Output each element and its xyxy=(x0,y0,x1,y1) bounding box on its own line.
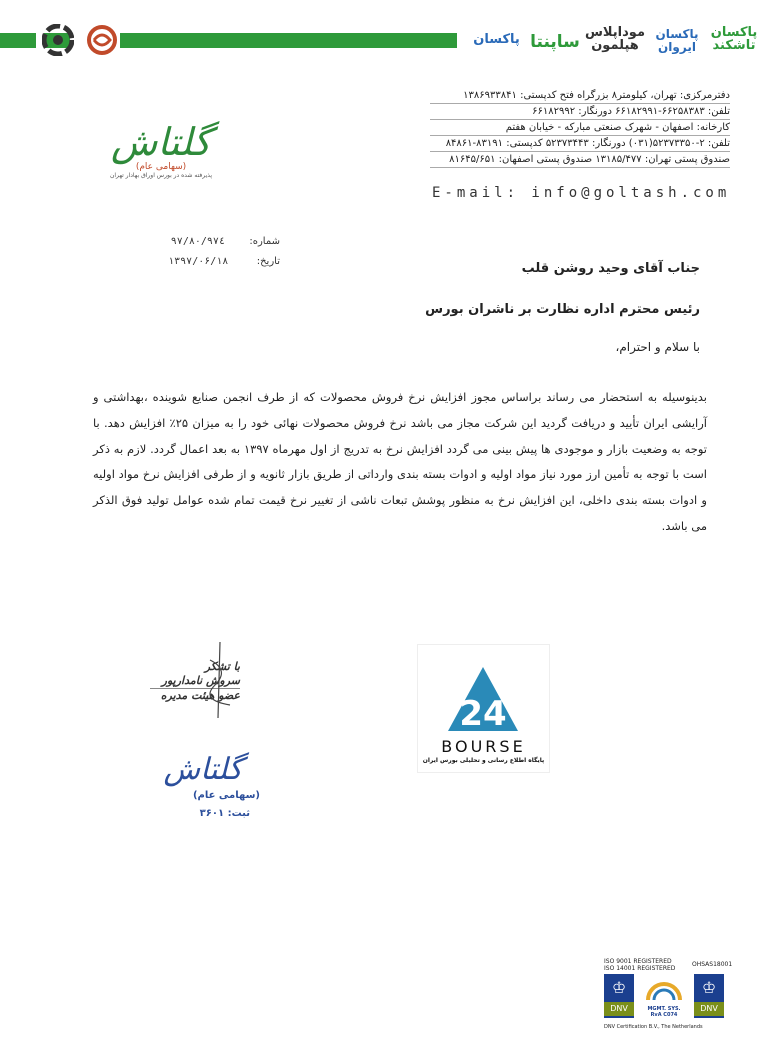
address-line: تلفن: ۶۶۲۵۸۳۸۳-۶۶۱۸۲۹۹۱ دورنگار: ۶۶۱۸۲۹۹۲ xyxy=(430,104,730,120)
address-block xyxy=(430,88,730,168)
stamp-registration: ثبت: ۳۶۰۱ xyxy=(199,808,250,819)
address-line: تلفن: ۲-۵۲۳۷۳۳۵۰(۰۳۱) دورنگار: ۵۲۳۷۳۴۴۳ کدپستی: ۸۳۱۹۱-۸۴۸۶۱ xyxy=(430,136,730,152)
greeting: با سلام و احترام، xyxy=(615,340,700,354)
brand-logo: ساپنتا xyxy=(530,32,580,52)
dnv-badge-label: DNV xyxy=(694,1002,724,1016)
email-address: E-mail: info@goltash.com xyxy=(432,185,731,201)
bourse-subtitle: پایگاه اطلاع رسانی و تحلیلی بورس ایران xyxy=(422,757,545,764)
brand-logo: پاکسان تاشکند xyxy=(710,25,758,53)
brand-logo: پاکسان xyxy=(473,32,520,47)
bourse-triangle-icon xyxy=(418,645,549,737)
address-line: صندوق پستی تهران: ۱۳۱۸۵/۴۷۷ صندوق پستی اصفهان: ۸۱۶۴۵/۶۵۱ xyxy=(430,152,730,168)
signature-name: سروش نامدارپور xyxy=(150,674,240,689)
dnv-badge-icon: ♔ DNV xyxy=(694,974,724,1018)
address-line: کارخانه: اصفهان - شهرک صنعتی مبارکه - خیابان هفتم xyxy=(430,120,730,136)
mgmt-sys-label: MGMT. SYS. RvA C074 xyxy=(647,1006,681,1018)
dnv-badge-icon: ♔ DNV xyxy=(604,974,634,1018)
mgmt-sys-badge-icon xyxy=(644,974,684,1018)
cert-line: ISO 9001 REGISTERED xyxy=(604,958,672,965)
emblem-logo-icon xyxy=(86,24,118,56)
letter-body: بدینوسیله به استحضار می رساند براساس مجوز افزایش نرخ فروش محصولات که از طرف انجمن صنایع شوینده ،بهداشتی و آرایشی ایران تأیید و دریافت گردید این شرکت مجاز می باشد نرخ فروش محصولات نهائی خود را به میزان ۲۵٪ افزایش دهد. با توجه به وضعیت بازار و موجودی ها پیش بینی می گردد افزایش نرخ به تدریج از اول مهرماه ۱۳۹۷ به بعد اعمال گردد. لازم به ذکر است با توجه به تأمین ارز مورد نیاز مواد اولیه و ادوات بسته بندی وارداتی از طریق بازار ثانویه و از طرفی افزایش نرخ مواد اولیه و ادوات بسته بندی داخلی، این افزایش نرخ به منظور پوشش تبعات ناشی از تغییر نرخ قیمت تمام شده عوامل تولید فوق الذکر می باشد. xyxy=(93,390,708,533)
stamp-type: (سهامی عام) xyxy=(192,790,260,801)
letter-number-label: شماره: xyxy=(249,236,280,247)
company-logo-name: گلتاش xyxy=(110,120,212,164)
address-line: دفترمرکزی: تهران، کیلومتر۸ بزرگراه فتح کدپستی: ۱۳۸۶۹۳۳۸۴۱ xyxy=(430,88,730,104)
certification-badges xyxy=(604,958,733,1034)
brand-logos-row xyxy=(462,20,762,68)
company-logo-type: (سهامی عام) xyxy=(135,162,187,172)
signature-scribble-icon xyxy=(190,640,250,724)
cert-line: OHSAS18001 xyxy=(692,961,733,968)
dnv-badge-label: DNV xyxy=(604,1002,634,1016)
signature-role: عضو هیئت مدیره xyxy=(160,689,240,702)
letter-date-label: تاریخ: xyxy=(256,256,280,267)
letter-meta xyxy=(130,236,280,276)
stamp-name: گلتاش xyxy=(163,752,243,787)
brand-logo: موداپلاس هپلمون xyxy=(584,25,646,53)
cert-footer: DNV Certification B.V., The Netherlands xyxy=(604,1024,703,1030)
letter-number-value: ۹۷/۸۰/۹۷٤ xyxy=(170,236,225,247)
recipient-name: جناب آقای وحید روشن قلب xyxy=(521,261,700,276)
cert-line: ISO 14001 REGISTERED xyxy=(604,965,676,972)
company-logo xyxy=(96,122,226,179)
letter-date-value: ۱۳۹۷/۰۶/۱۸ xyxy=(168,256,229,267)
company-logo-tagline: پذیرفته شده در بورس اوراق بهادار تهران xyxy=(109,172,213,179)
bourse-number: 24 xyxy=(459,694,507,734)
recipient-title: رئیس محترم اداره نظارت بر ناشران بورس xyxy=(425,302,700,317)
gear-logo-icon xyxy=(42,24,74,56)
signature-closing: با تشکر xyxy=(204,660,240,673)
bourse-word: BOURSE xyxy=(441,737,526,756)
bourse-watermark xyxy=(417,644,550,773)
brand-logo: پاکسان ایروان xyxy=(655,27,699,54)
